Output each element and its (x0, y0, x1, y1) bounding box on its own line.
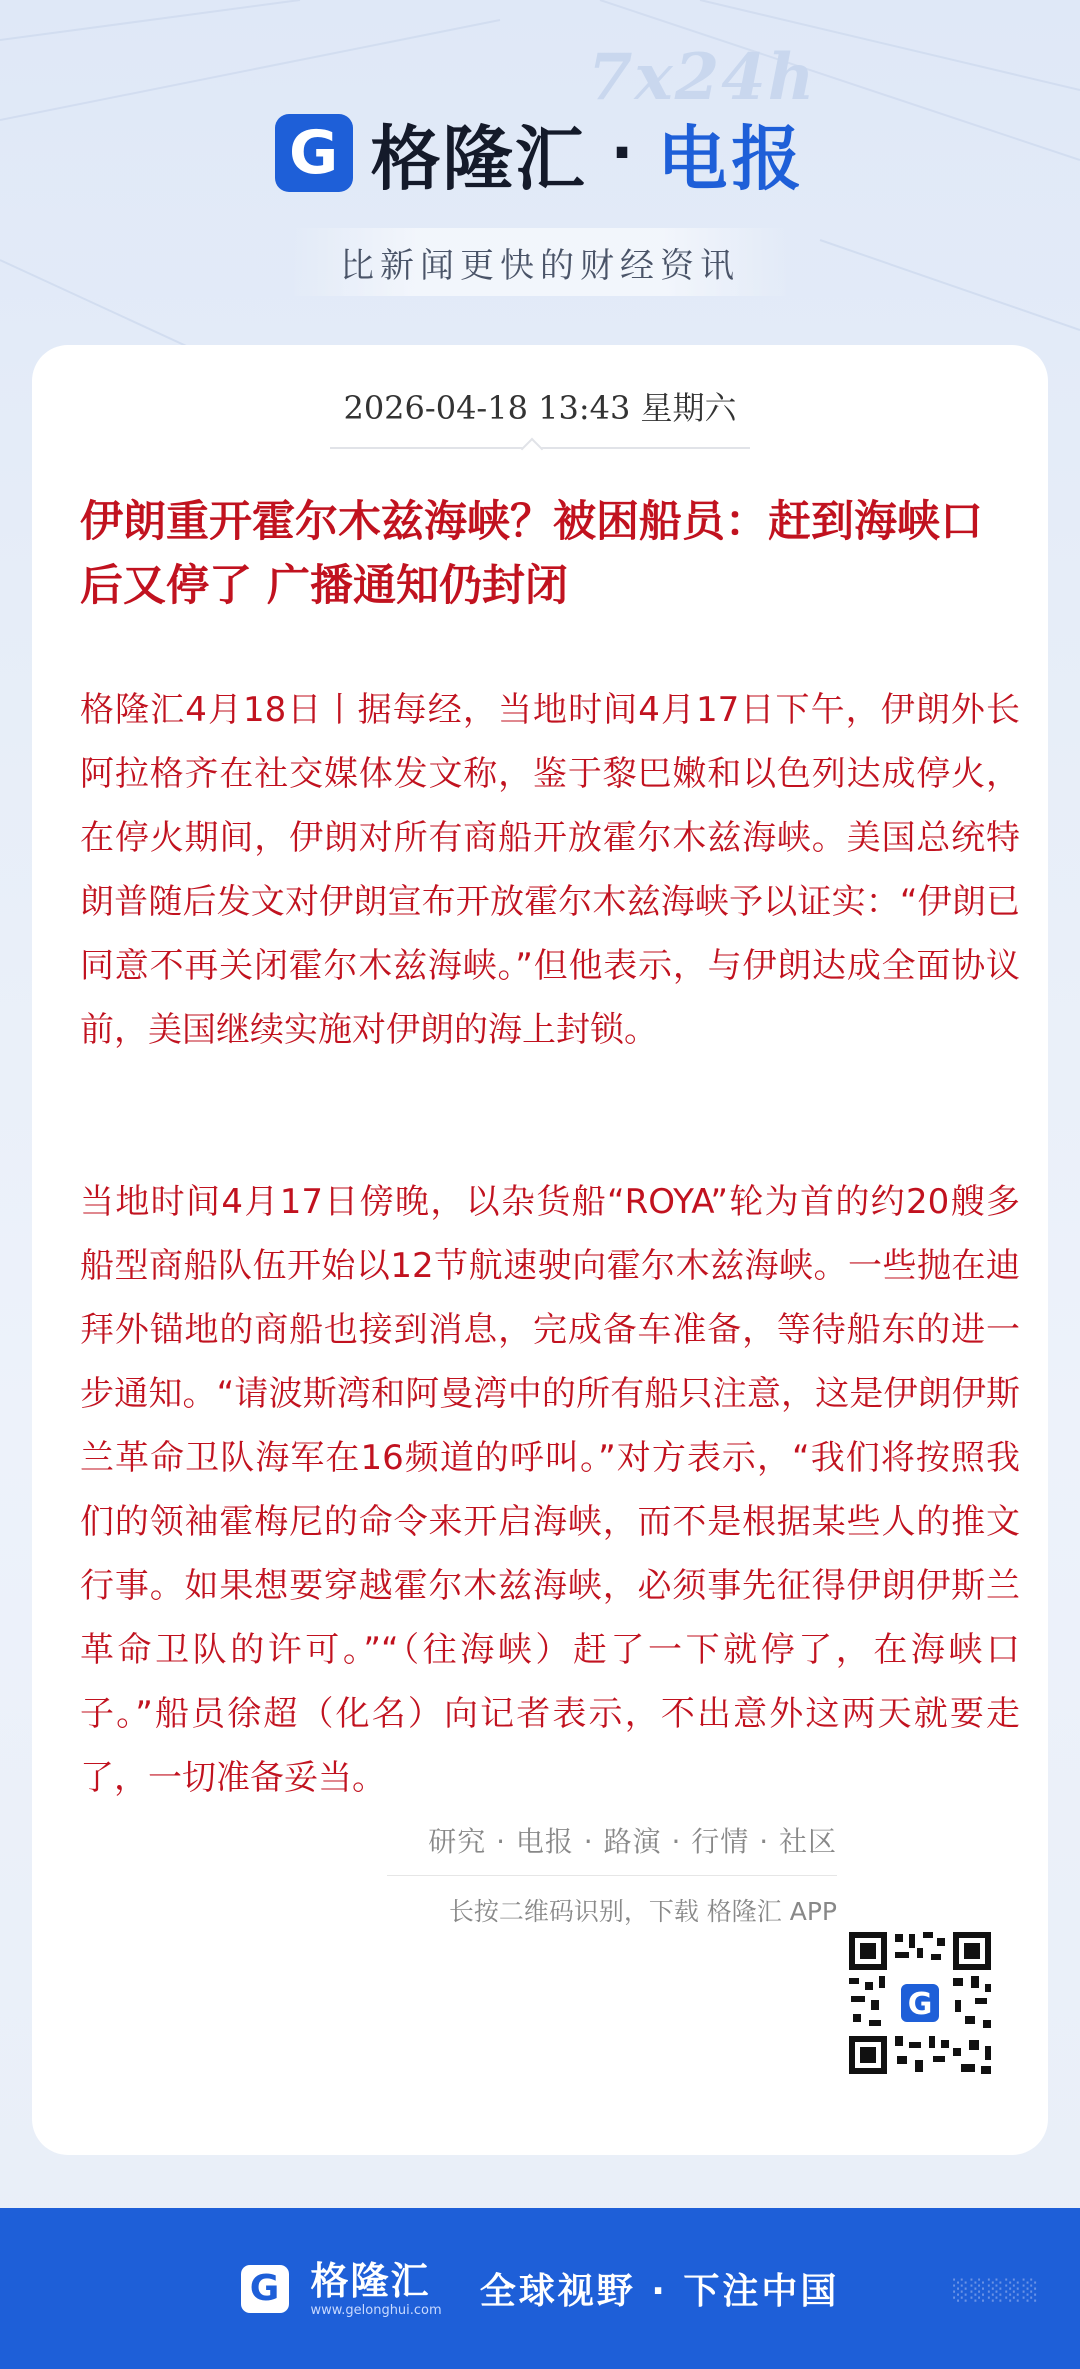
brand-dot: · (610, 118, 634, 188)
bottom-slogan: 全球视野 · 下注中国 (479, 2271, 840, 2312)
article-title: 伊朗重开霍尔木兹海峡？被困船员：赶到海峡口后又停了 广播通知仍封闭 (80, 497, 983, 611)
watermark-7x24h: 7x24h (588, 40, 817, 115)
article-datetime: 2026-04-18 13:43 星期六 (343, 389, 737, 427)
brand-name: 格隆汇 (370, 117, 587, 200)
bottom-brand-name: 格隆汇 (310, 2258, 431, 2303)
news-card (32, 345, 1048, 2155)
brand-suffix: 电报 (657, 117, 806, 200)
qr-code-icon[interactable] (845, 1928, 995, 2078)
qr-hint: 长按二维码识别，下载 格隆汇 APP (448, 1897, 837, 1926)
brand-header (0, 108, 1080, 198)
decorative-dots: ░░░░░ (953, 2278, 1040, 2302)
slogan-text: 比新闻更快的财经资讯 (340, 245, 740, 286)
svg-text:G: G (907, 1987, 933, 2022)
bottom-brand (311, 2259, 442, 2319)
gelonghui-logo-icon: G (275, 114, 353, 192)
bottom-brand-bar (0, 2208, 1080, 2369)
slogan-banner (290, 228, 790, 296)
gelonghui-small-logo-icon: G (241, 2265, 289, 2313)
bottom-brand-site: www.gelonghui.com (310, 2302, 442, 2318)
article-paragraph-2: 当地时间4月17日傍晚，以杂货船“ROYA”轮为首的约20艘多船型商船队伍开始以12节航速驶向霍尔木兹海峡。一些抛在迪拜外锚地的商船也接到消息，完成备车准备，等待船东的进一步通知。“请波斯湾和阿曼湾中的所有船只注意，这是伊朗伊斯兰革命卫队海军在16频道的呼叫。”对方表示，“我们将按照我们的领袖霍梅尼的命令来开启海峡，而不是根据某些人的推文行事。如果想要穿越霍尔木兹海峡，必须事先征得伊朗伊斯兰革命卫队的许可。”“（往海峡）赶了一下就停了，在海峡口子。”船员徐超（化名）向记者表示，不出意外这两天就要走了，一切准备妥当。 (80, 1182, 1020, 1798)
article-paragraph-1: 格隆汇4月18日丨据每经，当地时间4月17日下午，伊朗外长阿拉格齐在社交媒体发文称，鉴于黎巴嫩和以色列达成停火，在停火期间，伊朗对所有商船开放霍尔木兹海峡。美国总统特朗普随后发文对伊朗宣布开放霍尔木兹海峡予以证实：“伊朗已同意不再关闭霍尔木兹海峡。”但他表示，与伊朗达成全面协议前，美国继续实施对伊朗的海上封锁。 (80, 690, 1020, 1050)
footer-divider (387, 1875, 837, 1876)
footer-links: 研究 · 电报 · 路演 · 行情 · 社区 (428, 1825, 837, 1858)
divider-caret (521, 438, 544, 461)
